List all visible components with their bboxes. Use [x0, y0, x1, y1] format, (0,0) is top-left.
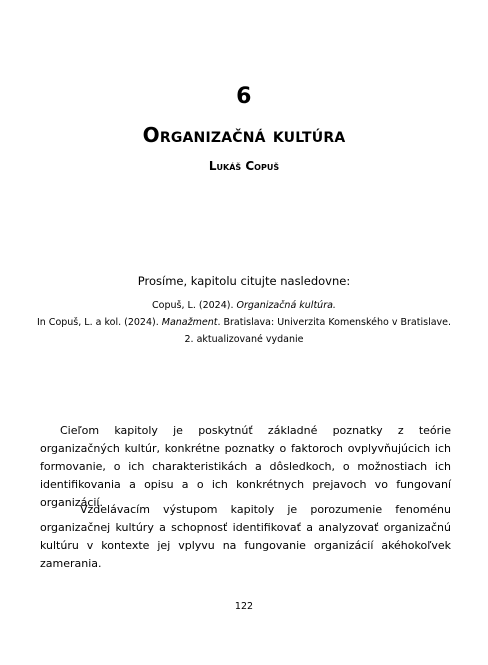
citation-heading: Prosíme, kapitolu citujte nasledovne:	[137, 274, 351, 288]
citation-line-2-book-title: Manažment	[161, 317, 218, 328]
citation-line-2-text: In Copuš, L. a kol. (2024).	[36, 317, 162, 328]
citation-line-1	[0, 300, 488, 311]
body-paragraph-2: Vzdelávacím výstupom kapitoly je porozumenie fenoménu organizačnej kultúry a schopnosť identifikovať a analyzovať organizačnú kultúru v kontexte jej vplyvu na fungovanie organizácií akéhokoľvek zamerania.	[40, 503, 451, 570]
citation-line-2-publisher: . Bratislava: Univerzita Komenského v Bratislave.	[217, 317, 452, 328]
chapter-number: 6	[236, 84, 252, 109]
citation-line-1-title: Organizačná kultúra.	[236, 300, 336, 311]
citation-line-1-text: Copuš, L. (2024).	[152, 300, 237, 311]
page-number: 122	[234, 601, 254, 612]
chapter-title: Organizačná kultúra	[142, 123, 346, 147]
citation-line-2	[0, 317, 488, 328]
citation-line-3: 2. aktualizované vydanie	[184, 334, 304, 345]
chapter-author: Lukáš Copuš	[208, 159, 280, 173]
body-paragraph-1: Cieľom kapitoly je poskytnúť základné poznatky z teórie organizačných kultúr, konkrétne poznatky o faktoroch ovplyvňujúcich ich formovanie, o ich charakteristikách a dôsledkoch, o možnostiach ich identifikovania a opisu a o ich konkrétnych prejavoch vo fungovaní organizácií.	[40, 424, 451, 509]
